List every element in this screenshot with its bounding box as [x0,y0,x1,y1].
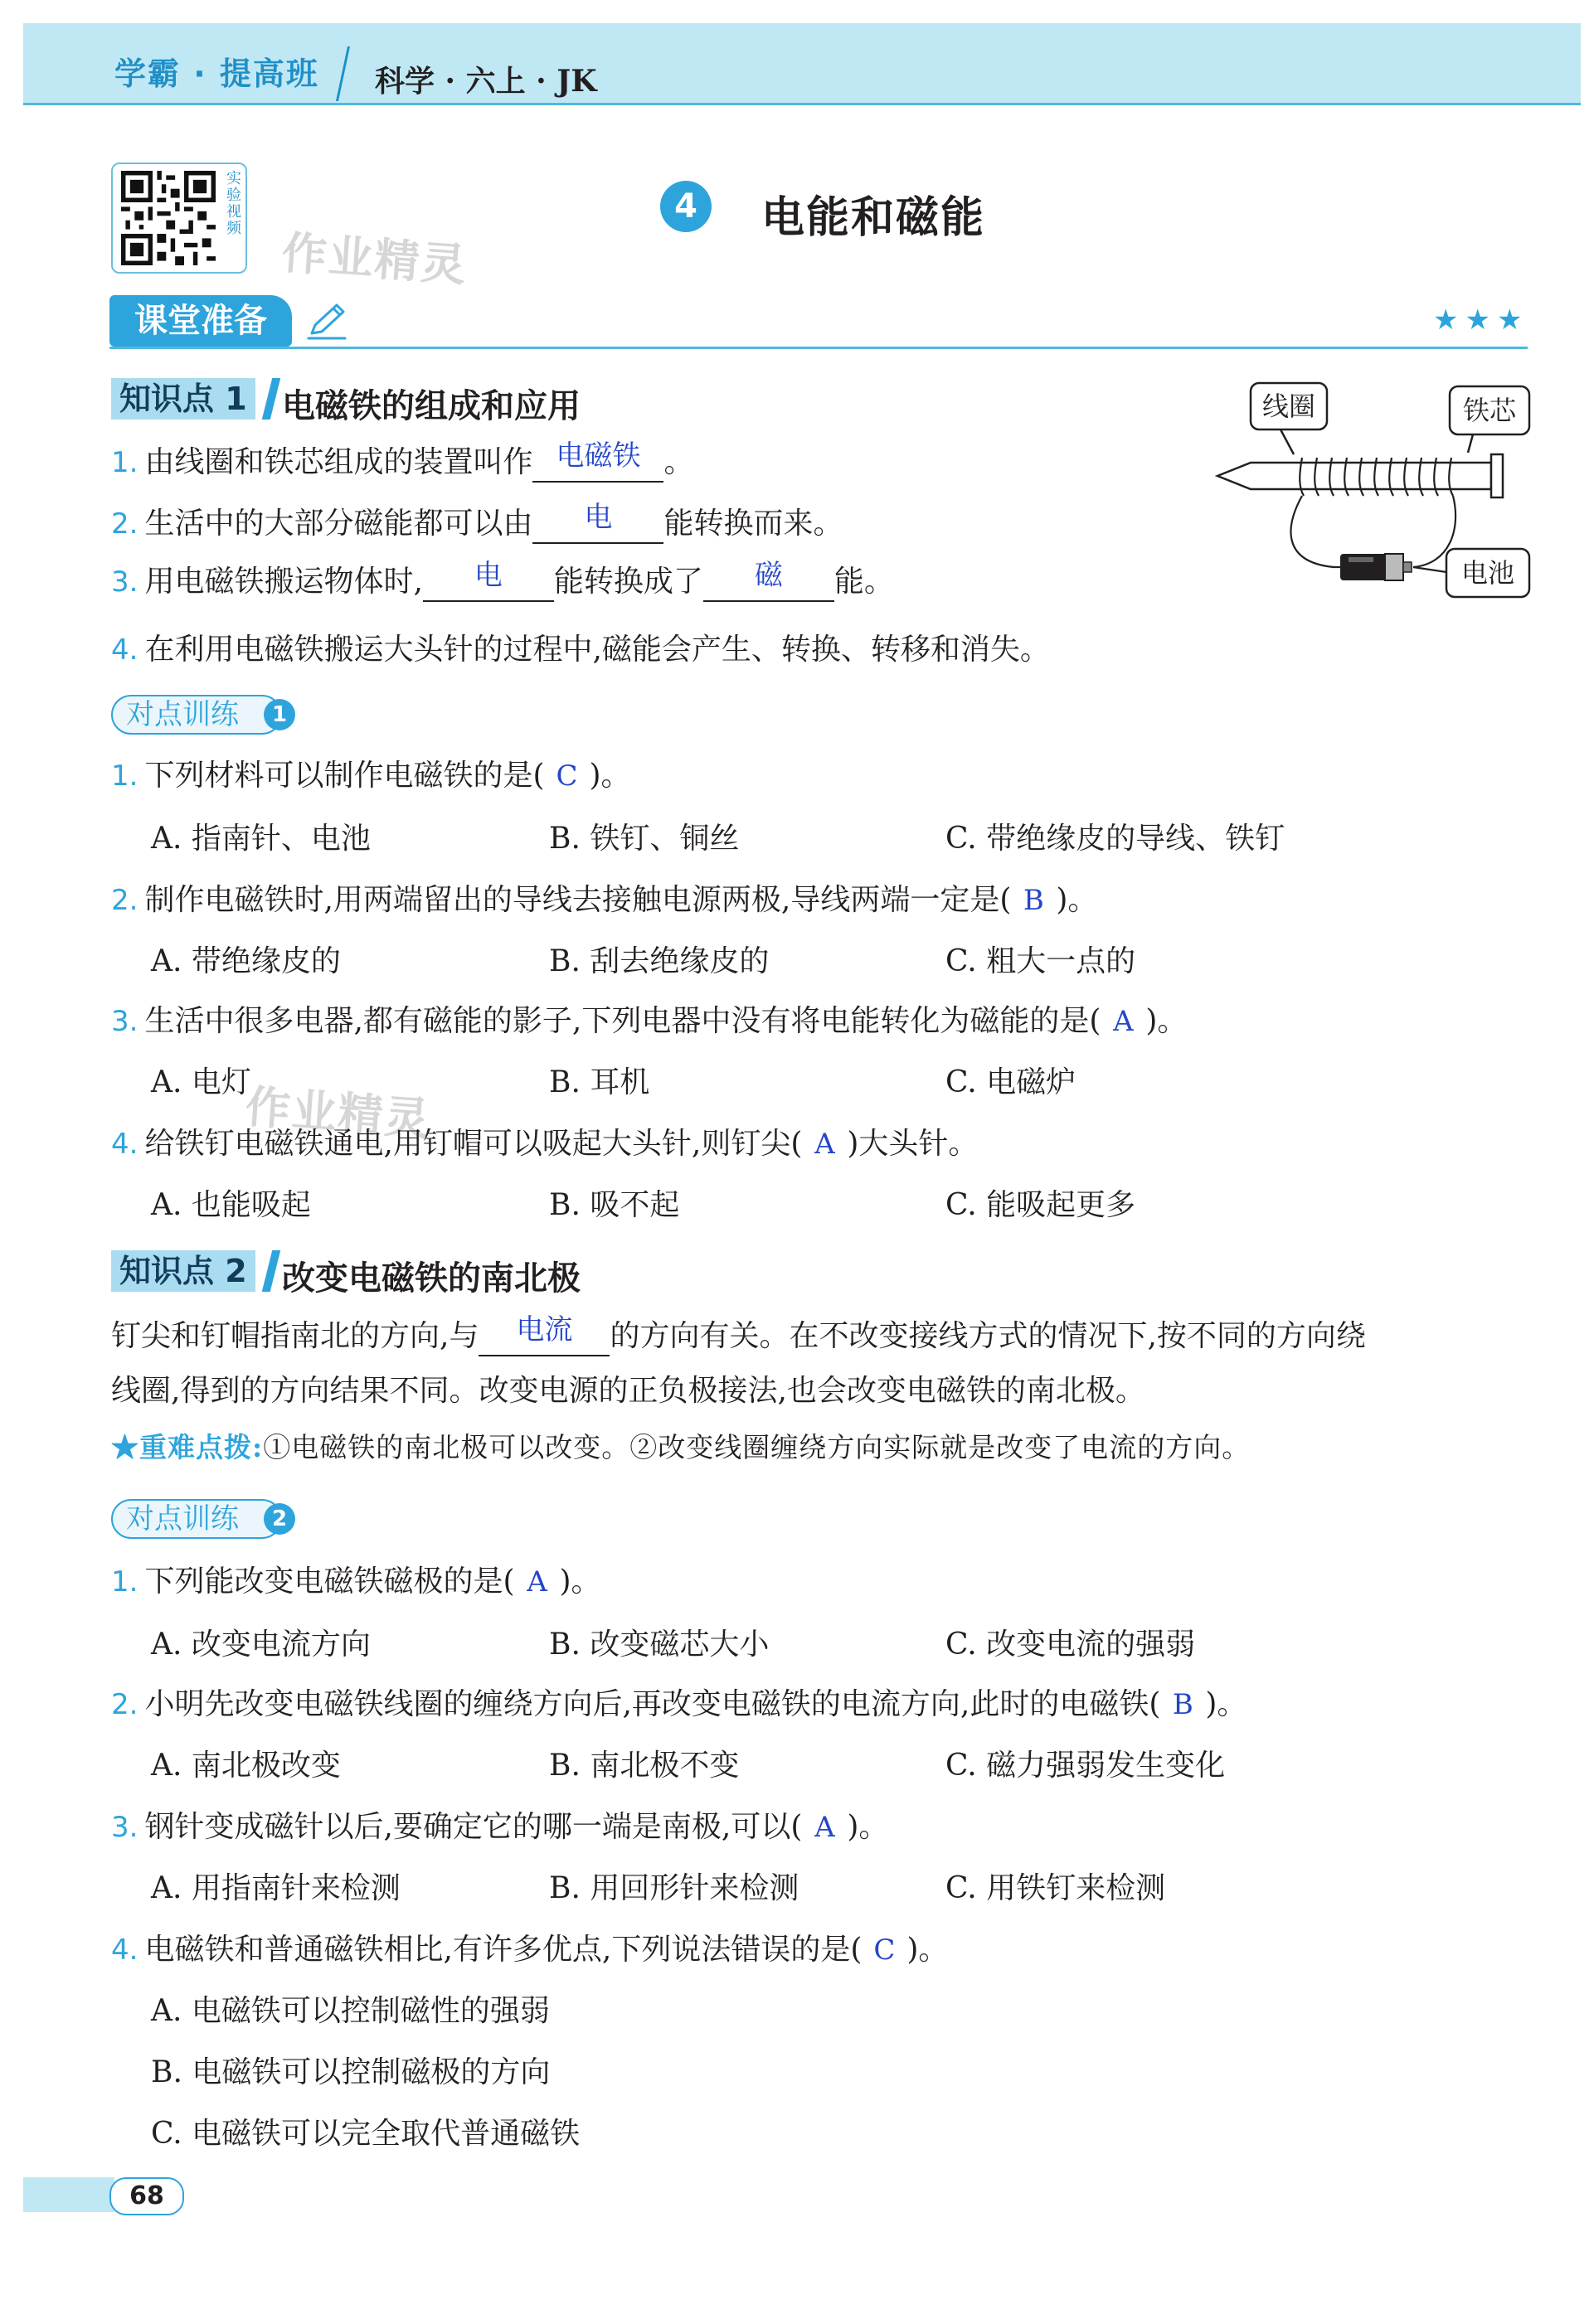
pencil-icon [304,300,350,342]
answer-choice[interactable]: B [1172,1688,1193,1721]
option-c[interactable]: C. 电磁炉 [945,1065,1076,1099]
key-tip [111,1429,1250,1466]
fill-blank[interactable] [532,501,663,544]
question-number: 1. [111,1565,139,1599]
option-b[interactable]: B. 电磁铁可以控制磁极的方向 [151,2055,551,2089]
fill-answer: 电 [584,501,613,534]
t2-question-3 [111,1809,888,1846]
option-b[interactable]: B. 改变磁芯大小 [549,1628,770,1662]
question-number: 3. [111,1811,139,1844]
answer-choice[interactable]: C [873,1933,896,1967]
footer-band [23,2177,114,2212]
question-stem: 下列材料可以制作电磁铁的是( [144,759,545,793]
kp2-tag-slant [262,1250,280,1292]
item-text: 能转换而来。 [663,507,843,541]
option-b[interactable]: B. 吸不起 [549,1188,680,1222]
question-end: )。 [589,759,631,793]
item-text: 由线圈和铁芯组成的装置叫作 [144,445,533,479]
lesson-number-badge: 4 [660,181,712,232]
answer-choice[interactable]: A [814,1811,835,1844]
option-a[interactable]: A. 南北极改变 [151,1749,341,1783]
training-tag-1: 对点训练 [111,695,282,735]
page-number: 68 [109,2177,184,2215]
option-c[interactable]: C. 带绝缘皮的导线、铁钉 [945,822,1285,856]
question-stem: 给铁钉电磁铁通电,用钉帽可以吸起大头针,则钉尖( [144,1127,803,1161]
t2-question-4 [111,1932,948,1968]
fill-blank[interactable] [703,559,834,602]
qr-code-icon[interactable] [121,171,216,265]
question-number: 2. [111,1688,139,1721]
answer-choice[interactable]: A [814,1128,835,1161]
kp1-item-3 [111,559,894,602]
answer-choice[interactable]: A [527,1565,547,1599]
item-text: 。 [663,445,694,479]
item-number: 3. [111,565,139,599]
option-b[interactable]: B. 用回形针来检测 [549,1871,799,1905]
question-end: )。 [847,1810,889,1844]
item-text: 在利用电磁铁搬运大头针的过程中,磁能会产生、转换、转移和消失。 [144,633,1050,667]
question-number: 3. [111,1005,139,1038]
kp2-tag: 知识点 2 [111,1250,255,1292]
battery-icon [1340,554,1412,580]
kp1-tag: 知识点 1 [111,378,255,420]
item-text: 能转换成了 [553,565,703,599]
question-stem: 制作电磁铁时,用两端留出的导线去接触电源两极,导线两端一定是( [144,883,1012,917]
paragraph-text: 的方向有关。在不改变接线方式的情况下,按不同的方向绕 [610,1319,1366,1353]
option-b[interactable]: B. 耳机 [549,1065,650,1099]
t2-question-2 [111,1686,1247,1723]
question-number: 1. [111,759,139,793]
fill-answer: 电磁铁 [556,439,641,473]
kp2-paragraph-line-1 [111,1313,1366,1356]
watermark: 作业精灵 [243,1080,433,1146]
kp1-item-2 [111,501,843,544]
option-c[interactable]: C. 电磁铁可以完全取代普通磁铁 [151,2117,581,2151]
answer-choice[interactable]: B [1023,884,1044,917]
kp1-item-1 [111,439,694,483]
brand-logo: 学霸 · 提高班 [114,56,319,92]
coil-label: 线圈 [1261,391,1316,422]
question-stem: 小明先改变电磁铁线圈的缠绕方向后,再改变电磁铁的电流方向,此时的电磁铁( [144,1687,1161,1721]
kp1-item-4 [111,632,1050,668]
training-badge-1: 1 [264,699,295,730]
option-b[interactable]: B. 刮去绝缘皮的 [549,944,770,978]
training-tag-2: 对点训练 [111,1499,282,1539]
t1-question-3 [111,1003,1187,1040]
qr-video-tag: 实验视频 [226,170,241,237]
option-c[interactable]: C. 能吸起更多 [945,1188,1136,1222]
question-end: )大头针。 [847,1127,979,1161]
question-number: 4. [111,1933,139,1967]
option-c[interactable]: C. 改变电流的强弱 [945,1628,1196,1662]
kp2-title: 改变电磁铁的南北极 [282,1259,581,1298]
option-c[interactable]: C. 粗大一点的 [945,944,1136,978]
fill-blank[interactable] [479,1313,610,1356]
option-a[interactable]: A. 电磁铁可以控制磁性的强弱 [151,1994,550,2028]
header-subject: 科学 · 六上 · JK [375,64,597,99]
fill-blank[interactable] [532,439,663,483]
answer-choice[interactable]: A [1113,1005,1134,1038]
fill-answer: 磁 [754,559,783,592]
key-tip-text: ①电磁铁的南北极可以改变。②改变线圈缠绕方向实际就是改变了电流的方向。 [263,1431,1251,1463]
item-number: 2. [111,507,139,541]
option-a[interactable]: A. 带绝缘皮的 [151,944,341,978]
question-stem: 下列能改变电磁铁磁极的是( [144,1565,515,1599]
electromagnet-diagram [1201,371,1549,612]
t2-question-1 [111,1564,601,1600]
question-end: )。 [1056,883,1098,917]
option-b[interactable]: B. 南北极不变 [549,1749,740,1783]
t1-question-1 [111,758,631,794]
kp1-title: 电磁铁的组成和应用 [282,387,581,425]
kp2-paragraph-line-2: 线圈,得到的方向结果不同。改变电源的正负极接法,也会改变电磁铁的南北极。 [111,1374,1145,1408]
question-number: 2. [111,884,139,917]
question-number: 4. [111,1128,139,1161]
lesson-title: 电能和磁能 [761,193,986,243]
option-a[interactable]: A. 指南针、电池 [151,822,371,856]
item-number: 4. [111,633,139,667]
question-end: )。 [1205,1687,1247,1721]
option-a[interactable]: A. 用指南针来检测 [151,1871,401,1905]
fill-blank[interactable] [423,559,554,602]
question-end: )。 [559,1565,601,1599]
core-label: 铁芯 [1462,395,1517,426]
item-text: 能。 [833,565,894,599]
question-stem: 生活中很多电器,都有磁能的影子,下列电器中没有将电能转化为磁能的是( [144,1004,1101,1038]
option-b[interactable]: B. 铁钉、铜丝 [549,822,740,856]
watermark: 作业精灵 [279,226,469,292]
fill-answer: 电 [474,559,503,592]
question-stem: 钢针变成磁针以后,要确定它的哪一端是南极,可以( [144,1810,803,1844]
fill-answer: 电流 [516,1313,573,1346]
t1-question-4 [111,1126,978,1162]
question-stem: 电磁铁和普通磁铁相比,有许多优点,下列说法错误的是( [144,1933,863,1967]
header-divider [23,103,1581,105]
kp1-tag-slant [262,378,280,420]
difficulty-stars: ★★★ [1433,303,1529,337]
option-a[interactable]: A. 也能吸起 [151,1188,311,1222]
section-tag: 课堂准备 [109,295,292,347]
t1-question-2 [111,882,1097,919]
option-c[interactable]: C. 用铁钉来检测 [945,1871,1166,1905]
item-number: 1. [111,446,139,479]
answer-choice[interactable]: C [556,759,578,793]
option-c[interactable]: C. 磁力强弱发生变化 [945,1749,1226,1783]
training-badge-2: 2 [264,1503,295,1535]
key-tip-label: ★重难点拨: [111,1431,264,1463]
battery-label: 电池 [1460,557,1515,589]
option-a[interactable]: A. 改变电流方向 [151,1628,371,1662]
question-end: )。 [1145,1004,1188,1038]
option-a[interactable]: A. 电灯 [151,1065,251,1099]
item-text: 用电磁铁搬运物体时, [144,565,423,599]
paragraph-text: 钉尖和钉帽指南北的方向,与 [111,1319,479,1353]
section-divider [109,347,1528,349]
item-text: 生活中的大部分磁能都可以由 [144,507,533,541]
question-end: )。 [906,1933,949,1967]
